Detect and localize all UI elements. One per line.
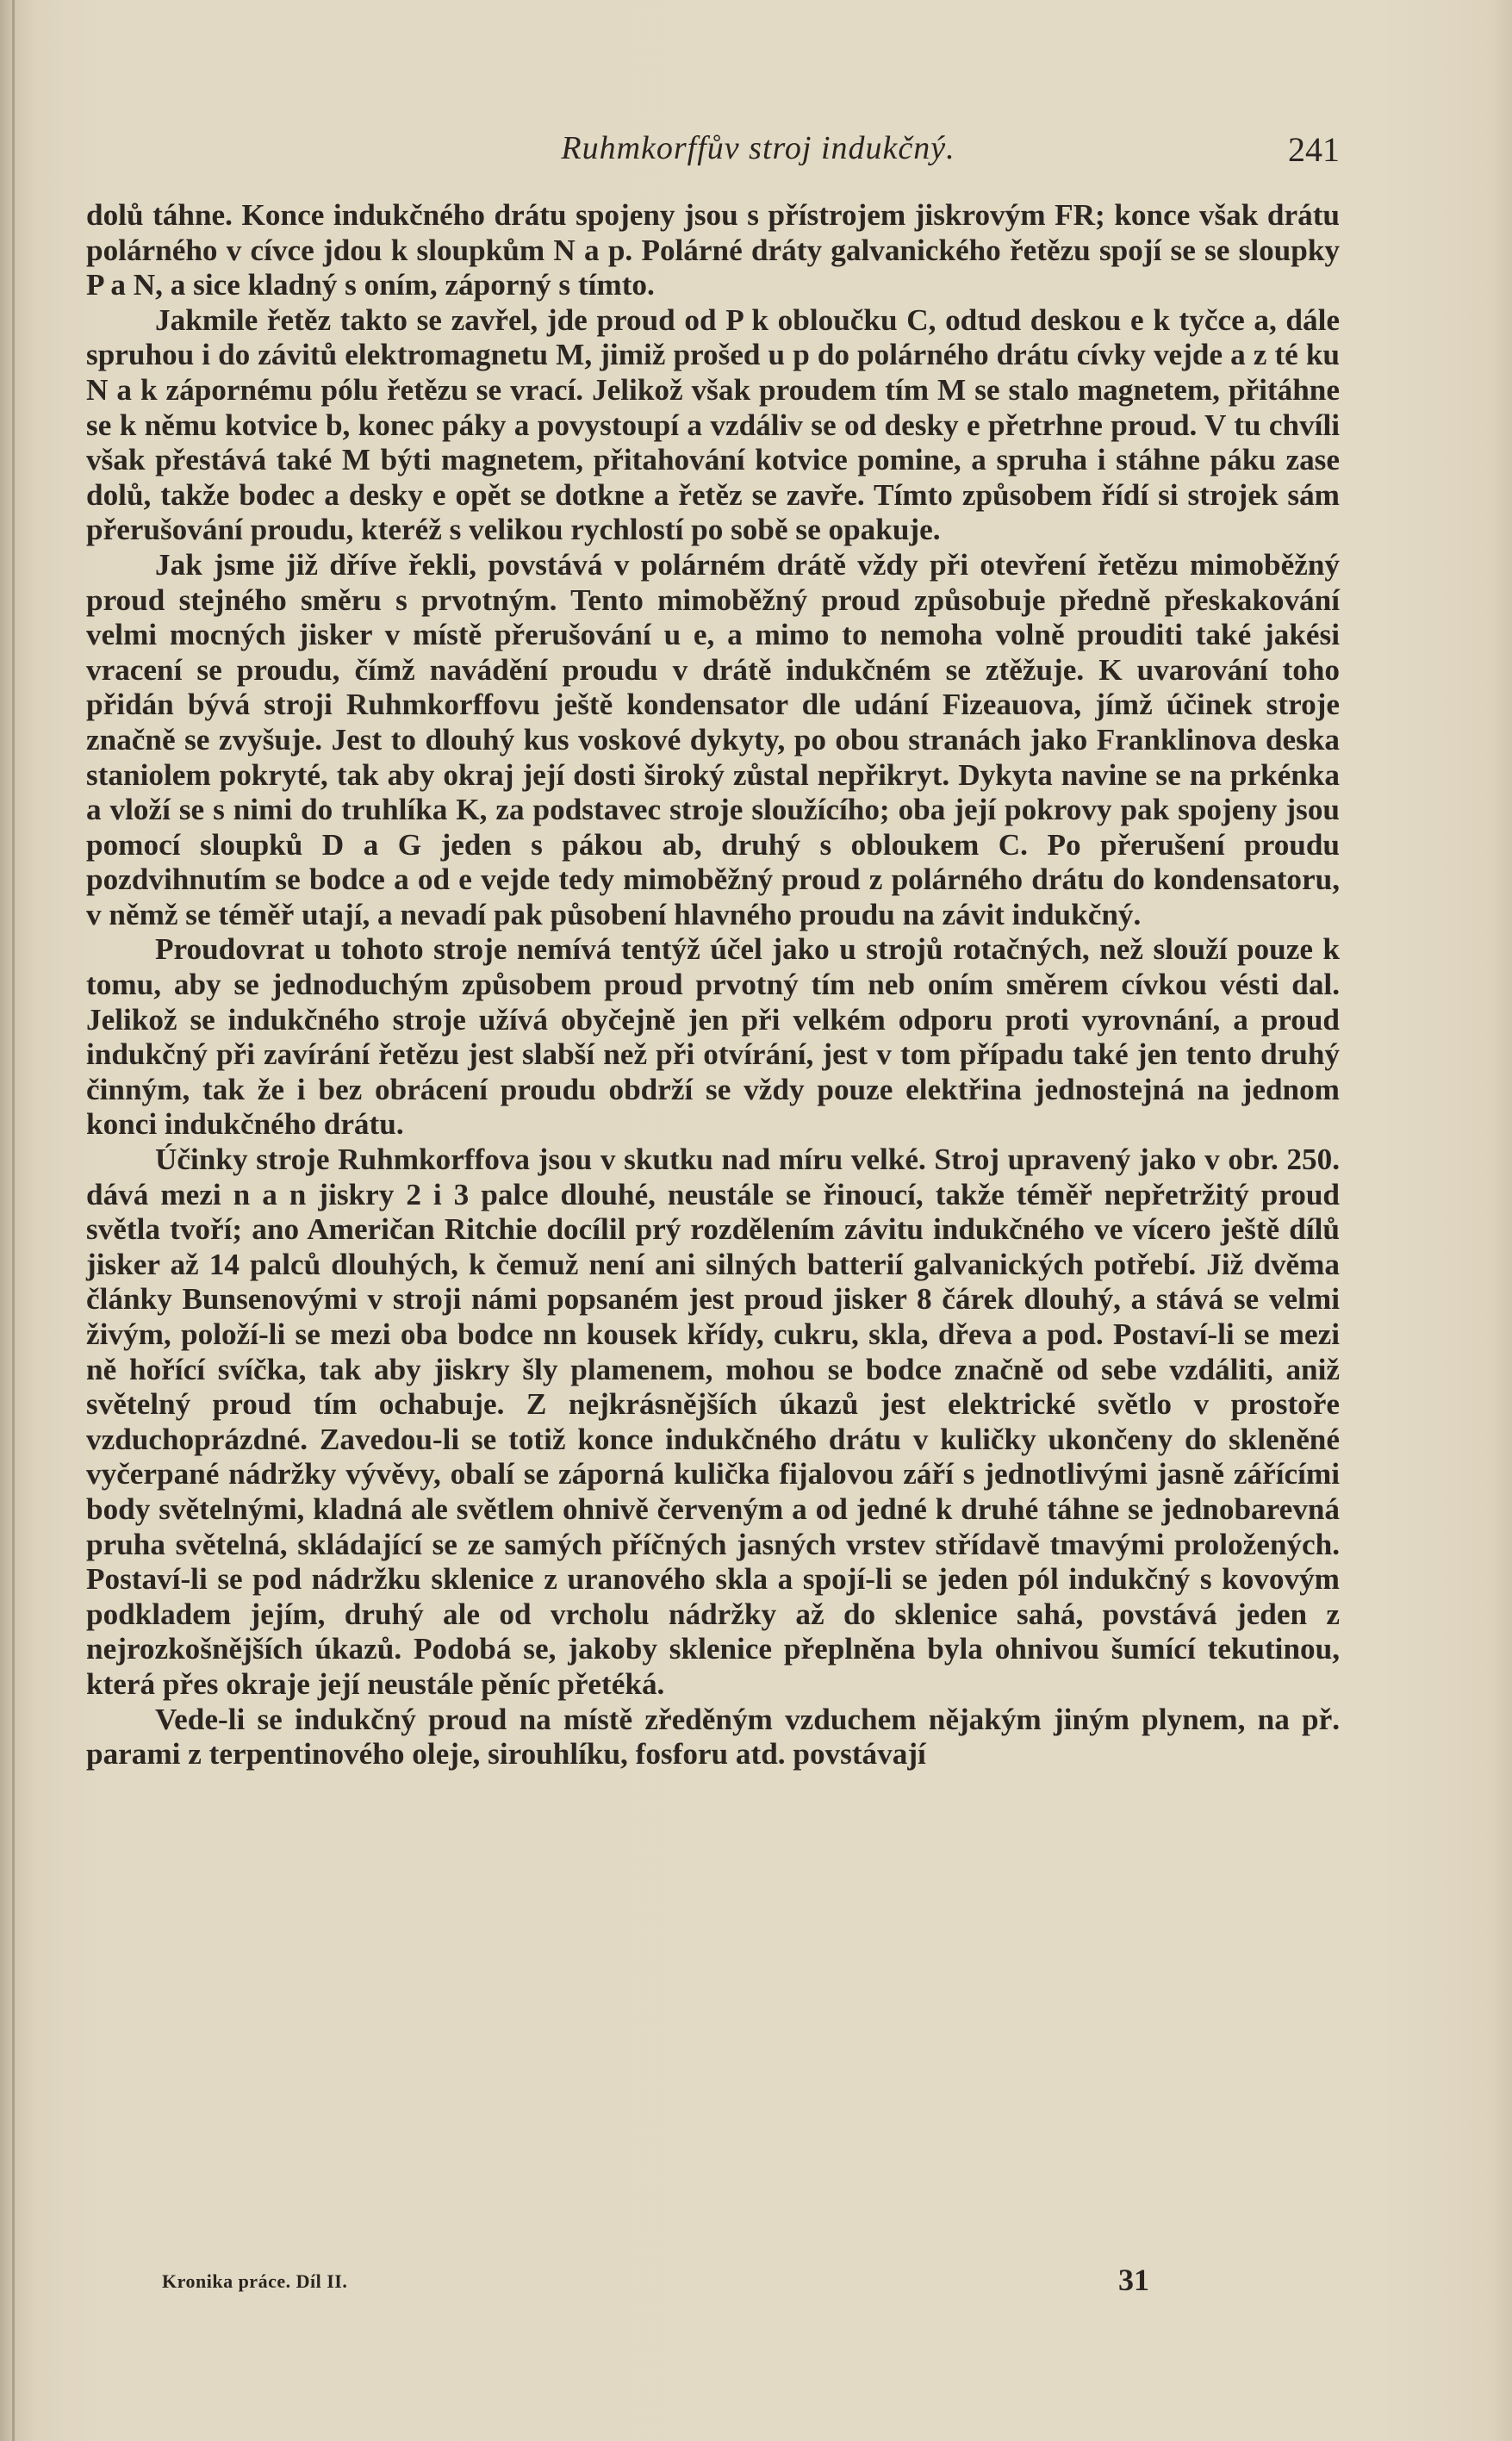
body-text	[86, 198, 1340, 1772]
page-binding-edge	[12, 0, 15, 2441]
paragraph-6: Vede-li se indukčný proud na místě zředěným vzduchem nějakým jiným plynem, na př. parami z terpentinového oleje, sirouhlíku, fosforu atd. povstávají	[86, 1702, 1340, 1772]
printer-signature: Kronika práce. Díl II.	[162, 2270, 348, 2292]
paragraph-1: dolů táhne. Konce indukčného drátu spojeny jsou s přístrojem jiskrovým FR; konce však drátu polárného v cívce jdou k sloupkům N a p. Polárné dráty galvanického řetězu spojí se se sloupky P a N, a sice kladný s oním, záporný s tímto.	[86, 198, 1340, 302]
page-footer	[86, 2262, 1340, 2305]
sheet-number: 31	[1118, 2263, 1149, 2297]
paragraph-2: Jakmile řetěz takto se zavřel, jde proud od P k obloučku C, odtud deskou e k tyčce a, dále spruhou i do závitů elektromagnetu M, jimiž prošed u p do polárného drátu cívky vejde a z té ku N a k zápornému pólu řetězu se vrací. Jelikož však proudem tím M se stalo magnetem, přitáhne se k němu kotvice b, konec páky a povystoupí a vzdáliv se od desky e přetrhne proud. V tu chvíli však přestává také M býti magnetem, přitahování kotvice pomine, a spruha i stáhne páku zase dolů, takže bodec a desky e opět se dotkne a řetěz se zavře. Tímto způsobem řídí si strojek sám přerušování proudu, kteréž s velikou rychlostí po sobě se opakuje.	[86, 302, 1340, 547]
paragraph-3: Jak jsme již dříve řekli, povstává v polárném drátě vždy při otevření řetězu mimoběžný proud stejného směru s prvotným. Tento mimoběžný proud způsobuje předně přeskakování velmi mocných jisker v místě přerušování u e, a mimo to nemoha volně prouditi také jakési vracení se proudu, čímž navádění proudu v drátě indukčném se ztěžuje. K uvarování toho přidán bývá stroji Ruhmkorffovu ještě kondensator dle udání Fizeauova, jímž účinek stroje značně se zvyšuje. Jest to dlouhý kus voskové dykyty, po obou stranách jako Franklinova deska staniolem pokryté, tak aby okraj její dosti široký zůstal nepřikryt. Dykyta navine se na prkénka a vloží se s nimi do truhlíka K, za podstavec stroje sloužícího; oba její pokrovy pak spojeny jsou pomocí sloupků D a G jeden s pákou ab, druhý s obloukem C. Po přerušení proudu pozdvihnutím se bodce a od e vejde tedy mimoběžný proud z polárného drátu do kondensatoru, v němž se téměř utají, a nevadí pak působení hlavného proudu na závit indukčný.	[86, 547, 1340, 931]
running-head: Ruhmkorffův stroj indukčný.	[561, 130, 955, 166]
page-number: 241	[1288, 130, 1340, 169]
page-header	[86, 129, 1340, 181]
paragraph-4: Proudovrat u tohoto stroje nemívá tentýž účel jako u strojů rotačných, než slouží pouze k tomu, aby se jednoduchým způsobem proud prvotný tím neb oním směrem cívkou vésti dal. Jelikož se indukčného stroje užívá obyčejně jen při velkém odporu proti vyrovnání, a proud indukčný při zavírání řetězu jest slabší než při otvírání, jest v tom případu také jen tento druhý činným, tak že i bez obrácení proudu obdrží se vždy pouze elektřina jednostejná na jednom konci indukčného drátu.	[86, 932, 1340, 1142]
paragraph-5: Účinky stroje Ruhmkorffova jsou v skutku nad míru velké. Stroj upravený jako v obr. 250. dává mezi n a n jiskry 2 i 3 palce dlouhé, neustále se řinoucí, takže téměř nepřetržitý proud světla tvoří; ano Američan Ritchie docílil prý rozdělením závitu indukčného ve vícero ještě dílů jisker až 14 palců dlouhých, k čemuž není ani silných batterií galvanických potřebí. Již dvěma články Bunsenovými v stroji námi popsaném jest proud jisker 8 čárek dlouhý, a stává se velmi živým, položí-li se mezi oba bodce nn kousek křídy, cukru, skla, dřeva a pod. Postaví-li se mezi ně hořící svíčka, tak aby jiskry šly plamenem, mohou se bodce značně od sebe vzdáliti, aniž světelný proud tím ochabuje. Z nejkrásnějších úkazů jest elektrické světlo v prostoře vzduchoprázdné. Zavedou-li se totiž konce indukčného drátu v kuličky ukončeny do skleněné vyčerpané nádržky vývěvy, obalí se záporná kulička fijalovou září s jednotlivými jasně zářícími body světelnými, kladná ale světlem ohnivě červeným a od jedné k druhé táhne se jednobarevná pruha světelná, skládající se ze samých příčných jasných vrstev střídavě tmavými proložených. Postaví-li se pod nádržku sklenice z uranového skla a spojí-li se jeden pól indukčný s kovovým podkladem jejím, druhý ale od vrcholu nádržky až do sklenice sahá, povstává jeden z nejrozkošnějších úkazů. Podobá se, jakoby sklenice přeplněna byla ohnivou šumící tekutinou, která přes okraje její neustále pěníc přetéká.	[86, 1143, 1340, 1701]
